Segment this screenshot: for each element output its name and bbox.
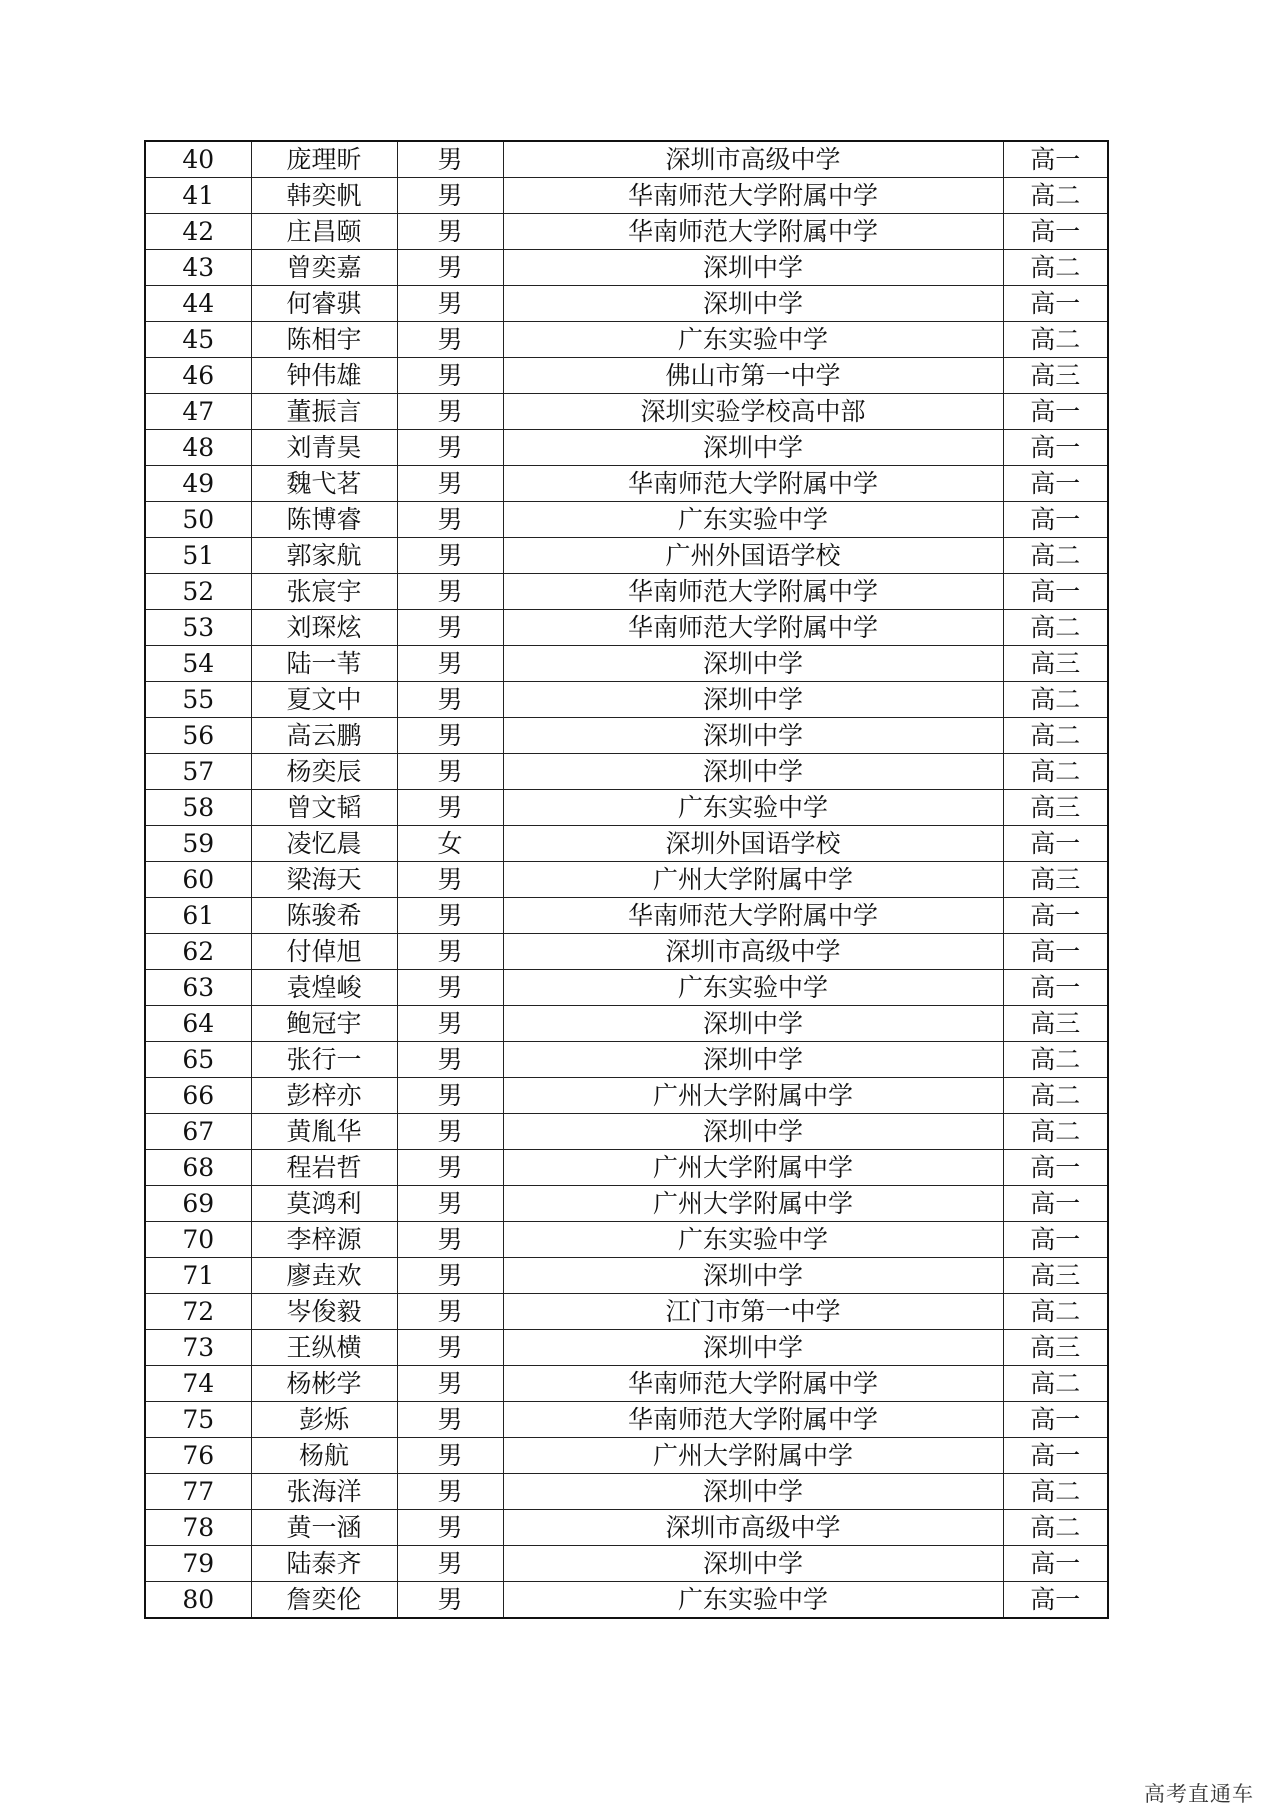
gender-cell: 男 [397, 1078, 503, 1114]
student-name-cell: 郭家航 [251, 538, 397, 574]
school-cell: 广东实验中学 [503, 502, 1003, 538]
table-row [145, 934, 1108, 970]
table-row [145, 358, 1108, 394]
table-row [145, 826, 1108, 862]
school-cell: 广州大学附属中学 [503, 1438, 1003, 1474]
school-cell: 广州大学附属中学 [503, 1078, 1003, 1114]
gender-cell: 女 [397, 826, 503, 862]
grade-cell: 高一 [1003, 1222, 1108, 1258]
row-number-cell: 53 [145, 610, 251, 646]
gender-cell: 男 [397, 1114, 503, 1150]
table-row [145, 1114, 1108, 1150]
gender-cell: 男 [397, 1042, 503, 1078]
table-row [145, 1546, 1108, 1582]
school-cell: 华南师范大学附属中学 [503, 610, 1003, 646]
grade-cell: 高一 [1003, 394, 1108, 430]
grade-cell: 高三 [1003, 1006, 1108, 1042]
school-cell: 华南师范大学附属中学 [503, 1366, 1003, 1402]
grade-cell: 高二 [1003, 538, 1108, 574]
gender-cell: 男 [397, 574, 503, 610]
gender-cell: 男 [397, 178, 503, 214]
student-name-cell: 庄昌颐 [251, 214, 397, 250]
table-row [145, 898, 1108, 934]
row-number-cell: 62 [145, 934, 251, 970]
student-name-cell: 彭梓亦 [251, 1078, 397, 1114]
row-number-cell: 56 [145, 718, 251, 754]
grade-cell: 高三 [1003, 790, 1108, 826]
table-row [145, 1438, 1108, 1474]
student-name-cell: 彭烁 [251, 1402, 397, 1438]
row-number-cell: 75 [145, 1402, 251, 1438]
student-name-cell: 高云鹏 [251, 718, 397, 754]
row-number-cell: 63 [145, 970, 251, 1006]
table-row [145, 718, 1108, 754]
gender-cell: 男 [397, 1510, 503, 1546]
gender-cell: 男 [397, 718, 503, 754]
gender-cell: 男 [397, 394, 503, 430]
school-cell: 华南师范大学附属中学 [503, 466, 1003, 502]
gender-cell: 男 [397, 934, 503, 970]
table-row [145, 790, 1108, 826]
gender-cell: 男 [397, 1258, 503, 1294]
grade-cell: 高三 [1003, 646, 1108, 682]
table-row [145, 1330, 1108, 1366]
student-name-cell: 黄胤华 [251, 1114, 397, 1150]
row-number-cell: 66 [145, 1078, 251, 1114]
school-cell: 深圳中学 [503, 1042, 1003, 1078]
gender-cell: 男 [397, 1150, 503, 1186]
student-name-cell: 陈博睿 [251, 502, 397, 538]
student-name-cell: 程岩哲 [251, 1150, 397, 1186]
grade-cell: 高二 [1003, 1294, 1108, 1330]
row-number-cell: 41 [145, 178, 251, 214]
table-row [145, 250, 1108, 286]
table-row [145, 394, 1108, 430]
grade-cell: 高一 [1003, 214, 1108, 250]
grade-cell: 高二 [1003, 1078, 1108, 1114]
grade-cell: 高二 [1003, 610, 1108, 646]
student-name-cell: 杨航 [251, 1438, 397, 1474]
table-row [145, 1222, 1108, 1258]
student-name-cell: 杨奕辰 [251, 754, 397, 790]
grade-cell: 高二 [1003, 322, 1108, 358]
school-cell: 深圳实验学校高中部 [503, 394, 1003, 430]
roster-table [144, 140, 1109, 1619]
table-row [145, 1402, 1108, 1438]
gender-cell: 男 [397, 214, 503, 250]
table-row [145, 178, 1108, 214]
table-row [145, 610, 1108, 646]
student-name-cell: 李梓源 [251, 1222, 397, 1258]
gender-cell: 男 [397, 754, 503, 790]
table-row [145, 574, 1108, 610]
school-cell: 深圳中学 [503, 1006, 1003, 1042]
student-name-cell: 张宸宇 [251, 574, 397, 610]
student-name-cell: 董振言 [251, 394, 397, 430]
school-cell: 深圳中学 [503, 754, 1003, 790]
row-number-cell: 73 [145, 1330, 251, 1366]
grade-cell: 高一 [1003, 466, 1108, 502]
grade-cell: 高二 [1003, 1366, 1108, 1402]
row-number-cell: 40 [145, 141, 251, 178]
gender-cell: 男 [397, 610, 503, 646]
gender-cell: 男 [397, 322, 503, 358]
student-name-cell: 陆一苇 [251, 646, 397, 682]
grade-cell: 高一 [1003, 1438, 1108, 1474]
grade-cell: 高二 [1003, 718, 1108, 754]
row-number-cell: 54 [145, 646, 251, 682]
gender-cell: 男 [397, 141, 503, 178]
student-name-cell: 庞理昕 [251, 141, 397, 178]
row-number-cell: 51 [145, 538, 251, 574]
row-number-cell: 44 [145, 286, 251, 322]
row-number-cell: 52 [145, 574, 251, 610]
row-number-cell: 43 [145, 250, 251, 286]
student-name-cell: 陈骏希 [251, 898, 397, 934]
row-number-cell: 76 [145, 1438, 251, 1474]
gender-cell: 男 [397, 1294, 503, 1330]
school-cell: 深圳市高级中学 [503, 1510, 1003, 1546]
student-name-cell: 鲍冠宇 [251, 1006, 397, 1042]
school-cell: 广东实验中学 [503, 790, 1003, 826]
student-name-cell: 刘琛炫 [251, 610, 397, 646]
row-number-cell: 60 [145, 862, 251, 898]
gender-cell: 男 [397, 430, 503, 466]
school-cell: 深圳中学 [503, 286, 1003, 322]
table-row [145, 1006, 1108, 1042]
gender-cell: 男 [397, 1222, 503, 1258]
table-row [145, 1258, 1108, 1294]
student-name-cell: 陈相宇 [251, 322, 397, 358]
table-row [145, 1582, 1108, 1619]
school-cell: 深圳中学 [503, 1258, 1003, 1294]
table-row [145, 141, 1108, 178]
row-number-cell: 59 [145, 826, 251, 862]
school-cell: 深圳中学 [503, 1474, 1003, 1510]
gender-cell: 男 [397, 682, 503, 718]
row-number-cell: 42 [145, 214, 251, 250]
school-cell: 深圳中学 [503, 1546, 1003, 1582]
school-cell: 广州大学附属中学 [503, 1186, 1003, 1222]
table-row [145, 862, 1108, 898]
row-number-cell: 55 [145, 682, 251, 718]
grade-cell: 高一 [1003, 430, 1108, 466]
grade-cell: 高一 [1003, 1150, 1108, 1186]
gender-cell: 男 [397, 1186, 503, 1222]
row-number-cell: 80 [145, 1582, 251, 1619]
gender-cell: 男 [397, 1366, 503, 1402]
school-cell: 佛山市第一中学 [503, 358, 1003, 394]
table-row [145, 646, 1108, 682]
row-number-cell: 71 [145, 1258, 251, 1294]
gender-cell: 男 [397, 1546, 503, 1582]
student-name-cell: 曾奕嘉 [251, 250, 397, 286]
grade-cell: 高一 [1003, 286, 1108, 322]
school-cell: 深圳中学 [503, 1330, 1003, 1366]
table-row [145, 1150, 1108, 1186]
row-number-cell: 64 [145, 1006, 251, 1042]
row-number-cell: 50 [145, 502, 251, 538]
school-cell: 广东实验中学 [503, 1222, 1003, 1258]
row-number-cell: 58 [145, 790, 251, 826]
roster-table-body [145, 141, 1108, 1618]
school-cell: 华南师范大学附属中学 [503, 178, 1003, 214]
grade-cell: 高一 [1003, 502, 1108, 538]
student-name-cell: 张行一 [251, 1042, 397, 1078]
gender-cell: 男 [397, 538, 503, 574]
student-name-cell: 凌忆晨 [251, 826, 397, 862]
school-cell: 广东实验中学 [503, 970, 1003, 1006]
gender-cell: 男 [397, 286, 503, 322]
grade-cell: 高一 [1003, 1582, 1108, 1619]
grade-cell: 高二 [1003, 250, 1108, 286]
gender-cell: 男 [397, 502, 503, 538]
table-row [145, 538, 1108, 574]
school-cell: 深圳中学 [503, 646, 1003, 682]
student-name-cell: 陆泰齐 [251, 1546, 397, 1582]
student-name-cell: 何睿骐 [251, 286, 397, 322]
gender-cell: 男 [397, 1330, 503, 1366]
student-name-cell: 袁煌峻 [251, 970, 397, 1006]
grade-cell: 高三 [1003, 358, 1108, 394]
gender-cell: 男 [397, 970, 503, 1006]
school-cell: 深圳中学 [503, 1114, 1003, 1150]
school-cell: 广州大学附属中学 [503, 1150, 1003, 1186]
grade-cell: 高一 [1003, 826, 1108, 862]
gender-cell: 男 [397, 1402, 503, 1438]
school-cell: 广州大学附属中学 [503, 862, 1003, 898]
student-name-cell: 付倬旭 [251, 934, 397, 970]
row-number-cell: 78 [145, 1510, 251, 1546]
row-number-cell: 72 [145, 1294, 251, 1330]
table-row [145, 466, 1108, 502]
grade-cell: 高一 [1003, 934, 1108, 970]
row-number-cell: 48 [145, 430, 251, 466]
school-cell: 华南师范大学附属中学 [503, 898, 1003, 934]
gender-cell: 男 [397, 1006, 503, 1042]
student-name-cell: 黄一涵 [251, 1510, 397, 1546]
student-name-cell: 莫鸿利 [251, 1186, 397, 1222]
gender-cell: 男 [397, 358, 503, 394]
school-cell: 广州外国语学校 [503, 538, 1003, 574]
table-row [145, 1186, 1108, 1222]
row-number-cell: 65 [145, 1042, 251, 1078]
grade-cell: 高一 [1003, 1546, 1108, 1582]
grade-cell: 高二 [1003, 1042, 1108, 1078]
school-cell: 深圳市高级中学 [503, 141, 1003, 178]
table-row [145, 1294, 1108, 1330]
grade-cell: 高二 [1003, 754, 1108, 790]
watermark-text: 高考直通车 [1144, 1782, 1254, 1806]
row-number-cell: 49 [145, 466, 251, 502]
row-number-cell: 68 [145, 1150, 251, 1186]
school-cell: 深圳中学 [503, 718, 1003, 754]
school-cell: 广东实验中学 [503, 322, 1003, 358]
row-number-cell: 67 [145, 1114, 251, 1150]
table-row [145, 1510, 1108, 1546]
student-name-cell: 魏弋茗 [251, 466, 397, 502]
grade-cell: 高二 [1003, 1474, 1108, 1510]
grade-cell: 高一 [1003, 141, 1108, 178]
row-number-cell: 70 [145, 1222, 251, 1258]
table-row [145, 322, 1108, 358]
grade-cell: 高一 [1003, 898, 1108, 934]
grade-cell: 高一 [1003, 1186, 1108, 1222]
table-row [145, 754, 1108, 790]
gender-cell: 男 [397, 466, 503, 502]
row-number-cell: 69 [145, 1186, 251, 1222]
student-name-cell: 梁海天 [251, 862, 397, 898]
school-cell: 深圳中学 [503, 250, 1003, 286]
school-cell: 深圳中学 [503, 430, 1003, 466]
row-number-cell: 45 [145, 322, 251, 358]
student-name-cell: 刘青昊 [251, 430, 397, 466]
table-row [145, 286, 1108, 322]
gender-cell: 男 [397, 790, 503, 826]
student-name-cell: 杨彬学 [251, 1366, 397, 1402]
grade-cell: 高二 [1003, 1114, 1108, 1150]
table-row [145, 1078, 1108, 1114]
grade-cell: 高一 [1003, 574, 1108, 610]
grade-cell: 高三 [1003, 1330, 1108, 1366]
school-cell: 深圳中学 [503, 682, 1003, 718]
school-cell: 华南师范大学附属中学 [503, 214, 1003, 250]
student-name-cell: 韩奕帆 [251, 178, 397, 214]
table-row [145, 682, 1108, 718]
gender-cell: 男 [397, 250, 503, 286]
student-name-cell: 詹奕伦 [251, 1582, 397, 1619]
table-row [145, 502, 1108, 538]
table-row [145, 1474, 1108, 1510]
grade-cell: 高二 [1003, 178, 1108, 214]
table-row [145, 1366, 1108, 1402]
school-cell: 华南师范大学附属中学 [503, 574, 1003, 610]
student-name-cell: 夏文中 [251, 682, 397, 718]
grade-cell: 高三 [1003, 862, 1108, 898]
row-number-cell: 61 [145, 898, 251, 934]
row-number-cell: 47 [145, 394, 251, 430]
school-cell: 广东实验中学 [503, 1582, 1003, 1619]
table-row [145, 1042, 1108, 1078]
table-row [145, 214, 1108, 250]
gender-cell: 男 [397, 898, 503, 934]
student-name-cell: 张海洋 [251, 1474, 397, 1510]
gender-cell: 男 [397, 1438, 503, 1474]
grade-cell: 高二 [1003, 682, 1108, 718]
row-number-cell: 46 [145, 358, 251, 394]
school-cell: 江门市第一中学 [503, 1294, 1003, 1330]
school-cell: 深圳外国语学校 [503, 826, 1003, 862]
grade-cell: 高三 [1003, 1258, 1108, 1294]
student-name-cell: 岑俊毅 [251, 1294, 397, 1330]
student-name-cell: 钟伟雄 [251, 358, 397, 394]
row-number-cell: 77 [145, 1474, 251, 1510]
gender-cell: 男 [397, 1582, 503, 1619]
student-name-cell: 曾文韬 [251, 790, 397, 826]
school-cell: 深圳市高级中学 [503, 934, 1003, 970]
student-name-cell: 廖垚欢 [251, 1258, 397, 1294]
grade-cell: 高二 [1003, 1510, 1108, 1546]
gender-cell: 男 [397, 646, 503, 682]
row-number-cell: 79 [145, 1546, 251, 1582]
row-number-cell: 57 [145, 754, 251, 790]
row-number-cell: 74 [145, 1366, 251, 1402]
table-row [145, 430, 1108, 466]
gender-cell: 男 [397, 862, 503, 898]
table-row [145, 970, 1108, 1006]
school-cell: 华南师范大学附属中学 [503, 1402, 1003, 1438]
grade-cell: 高一 [1003, 970, 1108, 1006]
gender-cell: 男 [397, 1474, 503, 1510]
grade-cell: 高一 [1003, 1402, 1108, 1438]
student-name-cell: 王纵横 [251, 1330, 397, 1366]
